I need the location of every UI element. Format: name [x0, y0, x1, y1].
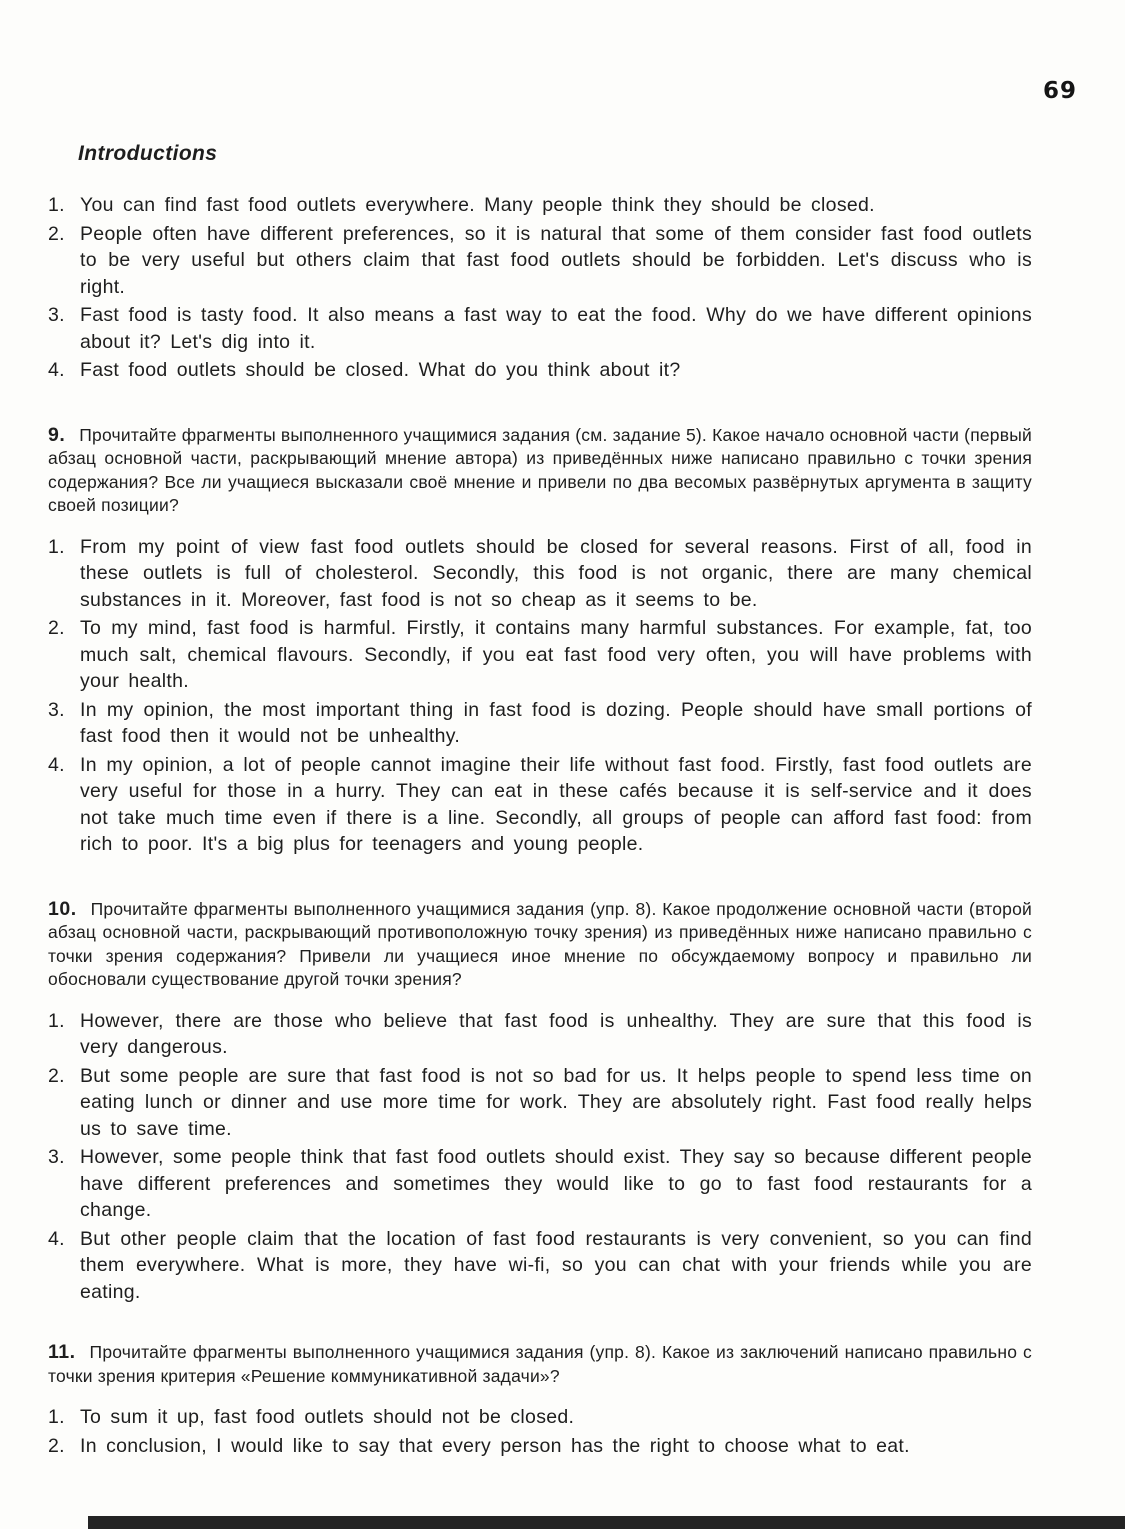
exercise-11-number: 11.	[48, 1341, 76, 1363]
list-item-number: 4.	[48, 1227, 65, 1250]
exercise-10-number: 10.	[48, 897, 77, 920]
page-content	[48, 0, 1032, 1461]
list-item-number: 1.	[48, 1009, 65, 1032]
list-item	[48, 1008, 1032, 1061]
list-item-number: 2.	[48, 1434, 65, 1457]
list-item-number: 3.	[48, 304, 65, 326]
list-item-text: In my opinion, a lot of people cannot imagine their life without fast food. Firstly, fast food outlets are very useful for those in a hurry. They can eat in these cafés because it is self-service and it does not take much time even if there is a line. Secondly, all groups of people can afford fast food: from rich to poor. It's a big plus for teenagers and young people.	[80, 753, 1032, 855]
list-item-text: Fast food is tasty food. It also means a fast way to eat the food. Why do we have different opinions about it? Let's dig into it.	[80, 304, 1032, 353]
list-item	[48, 697, 1032, 750]
list-item-number: 2.	[48, 222, 65, 245]
list-item-text: From my point of view fast food outlets should be closed for several reasons. First of all, food in these outlets is full of cholesterol. Secondly, this food is not organic, there are many chemical substances in it. Moreover, fast food is not so cheap as it seems to be.	[80, 535, 1032, 611]
list-item	[48, 357, 1032, 384]
list-item-text: However, there are those who believe that fast food is unhealthy. They are sure that this food is very dangerous.	[80, 1009, 1032, 1058]
list-item-number: 4.	[48, 359, 65, 381]
list-item	[48, 615, 1032, 695]
list-item-text: In my opinion, the most important thing in fast food is dozing. People should have small portions of fast food then it would not be unhealthy.	[80, 698, 1032, 747]
exercise-10-instructions	[48, 898, 1032, 992]
list-item	[48, 1144, 1032, 1224]
list-item-text: However, some people think that fast food outlets should exist. They say so because different people have different preferences and sometimes they would like to go to fast food restaurants for a change.	[80, 1146, 1032, 1221]
exercise-9-instructions-text: Прочитайте фрагменты выполненного учащимися задания (см. задание 5). Какое начало основной части (первый абзац основной части, раскрывающий мнение автора) из приведённых ниже написано правильно с точки зрения содержания? Все ли учащиеся высказали своё мнение и привели по два весомых развёрнутых аргумента в защиту своей позиции?	[48, 424, 1032, 515]
introductions-list	[48, 192, 1032, 384]
list-item-number: 1.	[48, 194, 65, 216]
list-item-text: But some people are sure that fast food is not so bad for us. It helps people to spend less time on eating lunch or dinner and use more time for work. They are absolutely right. Fast food really helps us to save time.	[80, 1064, 1032, 1140]
exercise-11-instructions-text: Прочитайте фрагменты выполненного учащимися задания (упр. 8). Какое из заключений написано правильно с точки зрения критерия «Решение коммуникативной задачи»?	[48, 1342, 1032, 1386]
list-item-text: But other people claim that the location of fast food restaurants is very convenient, so you can find them everywhere. What is more, they have wi-fi, so you can chat with your friends while you are eating.	[80, 1227, 1032, 1303]
exercise-10-instructions-text: Прочитайте фрагменты выполненного учащимися задания (упр. 8). Какое продолжение основной части (второй абзац основной части, раскрывающий противоположную точку зрения) из приведённых ниже написано правильно с точки зрения содержания? Привели ли учащиеся иное мнение по обсуждаемому вопросу и правильно ли обосновали существование другой точки зрения?	[48, 898, 1032, 989]
list-item	[48, 192, 1032, 219]
list-item-number: 2.	[48, 617, 65, 639]
list-item-number: 3.	[48, 1146, 65, 1168]
exercise-9-number: 9.	[48, 423, 66, 446]
list-item-text: To my mind, fast food is harmful. Firstly, it contains many harmful substances. For example, fat, too much salt, chemical flavours. Secondly, if you eat fast food very often, you will have problems with your health.	[80, 617, 1032, 692]
list-item-text: People often have different preferences, so it is natural that some of them consider fast food outlets to be very useful but others claim that fast food outlets should be forbidden. Let's discuss who is right.	[80, 222, 1032, 298]
list-item	[48, 534, 1032, 614]
list-item-number: 2.	[48, 1064, 65, 1087]
exercise-10-options-list	[48, 1008, 1032, 1306]
list-item	[48, 752, 1032, 858]
list-item	[48, 1404, 1032, 1431]
page-number: 69	[1042, 78, 1077, 104]
page-edge-shadow	[88, 1516, 1125, 1529]
list-item-text: To sum it up, fast food outlets should not be closed.	[80, 1406, 575, 1428]
list-item-text: You can find fast food outlets everywhere. Many people think they should be closed.	[80, 194, 875, 216]
exercise-11-instructions	[48, 1341, 1032, 1388]
list-item	[48, 1226, 1032, 1306]
list-item	[48, 221, 1032, 301]
list-item	[48, 1433, 1032, 1460]
list-item-number: 1.	[48, 1406, 65, 1428]
list-item	[48, 1063, 1032, 1143]
list-item-number: 4.	[48, 753, 65, 776]
exercise-9-instructions	[48, 424, 1032, 518]
exercise-11-options-list	[48, 1404, 1032, 1459]
list-item-text: In conclusion, I would like to say that every person has the right to choose what to eat.	[80, 1434, 910, 1457]
list-item-number: 3.	[48, 698, 65, 721]
list-item-text: Fast food outlets should be closed. What do you think about it?	[80, 359, 681, 381]
exercise-9-options-list	[48, 534, 1032, 858]
list-item	[48, 302, 1032, 355]
list-item-number: 1.	[48, 535, 65, 558]
introductions-heading: Introductions	[78, 142, 218, 165]
